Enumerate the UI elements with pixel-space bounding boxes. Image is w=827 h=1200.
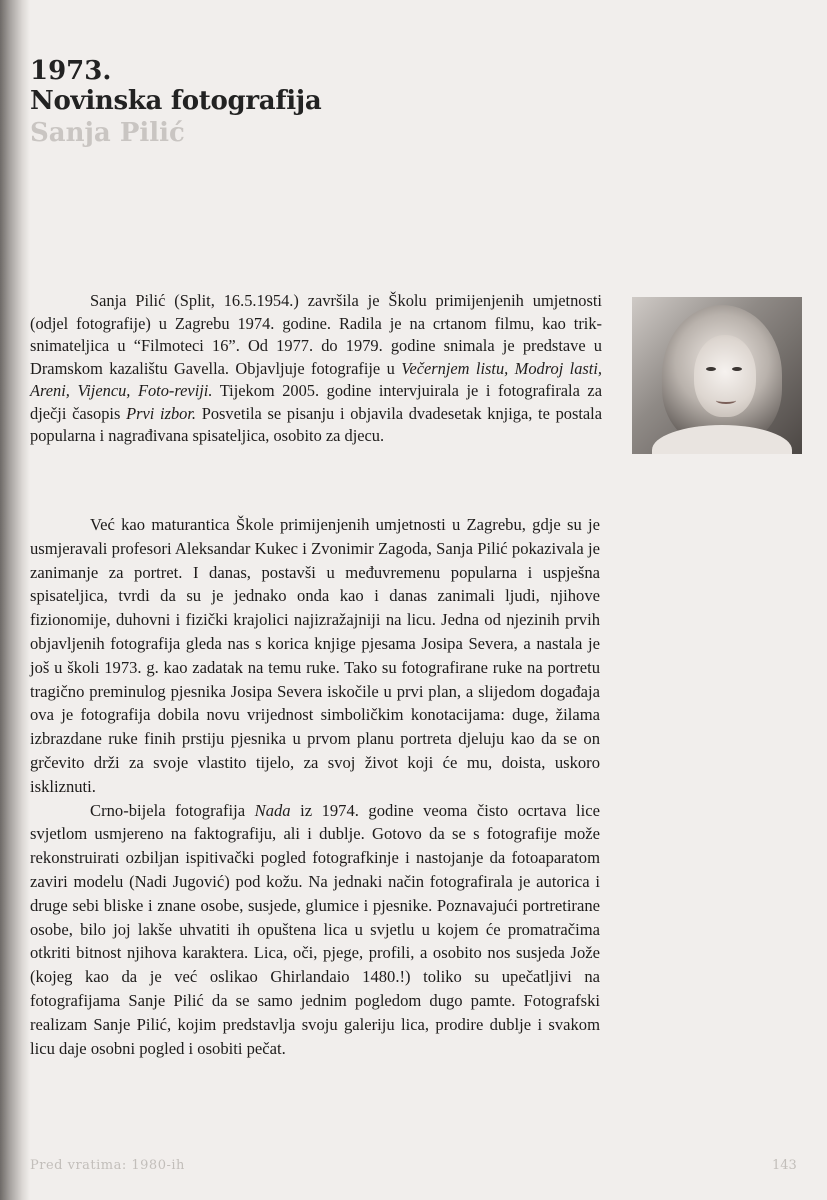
chapter-heading [30, 56, 321, 150]
intro-text-2: Tijekom 2005. godine intervjuirala je i fotografirala za dječji časopis [30, 381, 602, 423]
chapter-author: Sanja Pilić [30, 118, 185, 148]
photo-mouth [716, 397, 736, 404]
intro-paragraph [30, 290, 602, 448]
body-paragraph-2 [30, 799, 600, 1061]
photo-left-eye [706, 367, 716, 371]
portrait-photo [632, 297, 802, 454]
book-spine-shadow [0, 0, 30, 1200]
body-paragraph-1: Već kao maturantica Škole primijenjenih umjetnosti u Zagrebu, gdje su je usmjeravali profesori Aleksandar Kukec i Zvonimir Zagoda, Sanja Pilić pokazivala je zanimanje za portret. I danas, postavši u međuvremenu popularna i uspješna spisateljica, tvrdi da su je jednako onda kao i danas zanimali ljudi, njihove fizionomije, duhovni i fizički krajolici najizražajniji na licu. Jedna od njezinih prvih objavljenih fotografija gleda nas s korica knjige pjesama Josipa Severa, a nastala je još u školi 1973. g. kao zadatak na temu ruke. Tako su fotografirane ruke na portretu tragično preminulog pjesnika Josipa Severa iskočile u prvi plan, a slijedom događaja ova je fotografija dobila novu vrijednost simboličkim konotacijama: duge, žilama izbrazdane ruke finih prstiju pjesnika u prvom planu portreta djeluju kao da se on grčevito drži za svoje vlastito tijelo, za svoj život koji će mu, doista, uskoro iskliznuti. [30, 515, 600, 796]
body-p2-start: Crno-bijela fotografija [90, 800, 255, 820]
intro-magazine: Prvi izbor. [126, 403, 197, 423]
intro-text-1: Sanja Pilić (Split, 16.5.1954.) završila je Školu primijenjenih umjetnosti (odjel fotografije) u Zagrebu 1974. godine. Radila je na crtanom filmu, kao trik-snimateljica u “Filmoteci 16”. Od 1977. do 1979. godine snimala je predstave u Dramskom kazalištu Gavella. Objavljuje fotografije u [30, 291, 602, 378]
chapter-title: Novinska fotografija [30, 86, 322, 116]
page-number: 143 [772, 1158, 797, 1173]
photo-shoulder [652, 425, 792, 454]
body-p2-title: Nada [254, 800, 291, 820]
photo-right-eye [732, 367, 742, 371]
article-body [30, 513, 600, 1060]
running-title: Pred vratima: 1980-ih [30, 1158, 185, 1173]
intro-publications: Večernjem listu, Modroj lasti, Areni, Vijencu, Foto-reviji. [30, 358, 603, 400]
photo-face [694, 335, 756, 417]
intro-text-3: Posvetila se pisanju i objavila dvadesetak knjiga, te postala popularna i nagrađivana spisateljica, osobito za djecu. [30, 403, 602, 445]
body-p2-rest: iz 1974. godine veoma čisto ocrtava lice svjetlom usmjereno na faktografiju, ali i dublje. Gotovo da se s fotografije može rekonstruirati ozbiljan ispitivački pogled fotografkinje i nastojanje da fotoaparatom zaviri modelu (Nadi Jugović) pod kožu. Na jednaki način fotografirala je autorica i druge sebi bliske i znane osobe, susjede, glumice i pjesnike. Poznavajući portretirane osobe, bilo joj lakše uhvatiti ih opuštena lica u svjetlu u kojem će promatračima otkriti bitnost njihova karaktera. Lica, oči, pjege, profili, a osobito nos susjeda Jože (kojeg kao da je već oslikao Ghirlandaio 1480.!) toliko su upečatljivi na fotografijama Sanje Pilić da se samo jednim pogledom dugo pamte. Fotografski realizam Sanje Pilić, kojim predstavlja svoju galeriju lica, prodire dublje i svakom licu daje osobni pogled i osobiti pečat. [30, 800, 600, 1058]
chapter-year: 1973. [30, 56, 112, 86]
